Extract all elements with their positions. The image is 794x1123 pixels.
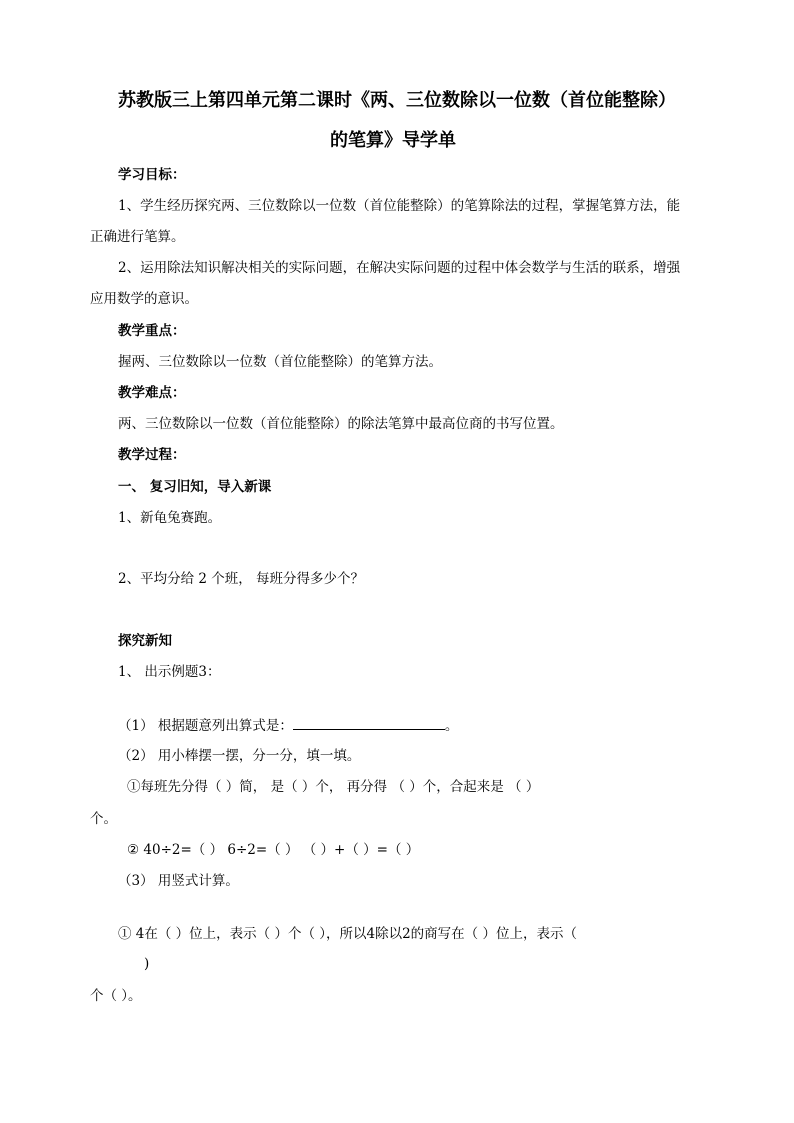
answer-blank[interactable] bbox=[293, 716, 445, 730]
key-point-heading: 教学重点： bbox=[118, 323, 186, 339]
objectives-heading: 学习目标： bbox=[118, 167, 186, 183]
objective-2-line1: 2、运用除法知识解决相关的实际问题，在解决实际问题的过程中体会数学与生活的联系，增强 bbox=[118, 260, 681, 276]
question-2-fill-1-cont: 个。 bbox=[90, 811, 117, 827]
section-1-item-1: 1、新龟兔赛跑。 bbox=[118, 510, 222, 526]
question-2-fill-1: ①每班先分得（ ）简， 是（ ）个， 再分得 （ ）个，合起来是 （ ） bbox=[127, 779, 540, 795]
objective-1-line1: 1、学生经历探究两、三位数除以一位数（首位能整除）的笔算除法的过程，掌握笔算方法，能 bbox=[118, 198, 681, 214]
document-title-line1: 苏教版三上第四单元第二课时《两、三位数除以一位数（首位能整除） bbox=[118, 90, 676, 111]
question-1-suffix: 。 bbox=[444, 718, 459, 734]
question-3-fill-2: 个（ ）。 bbox=[90, 988, 142, 1004]
question-1 bbox=[118, 716, 458, 735]
question-2: （2） 用小棒摆一摆，分一分，填一填。 bbox=[118, 748, 361, 764]
question-3-fill-1-wrap: ) bbox=[144, 956, 150, 972]
document-title-line2: 的笔算》导学单 bbox=[330, 130, 456, 151]
question-1-prefix: （1） 根据题意列出算式是： bbox=[118, 718, 293, 734]
question-2-fill-2: ② 40÷2=（ ） 6÷2=（ ） （ ）+（ ）=（ ） bbox=[127, 842, 420, 858]
section-2-heading: 探究新知 bbox=[118, 633, 172, 649]
section-2-item-1: 1、 出示例题3： bbox=[118, 664, 221, 680]
section-1-item-2: 2、平均分给 2 个班， 每班分得多少个？ bbox=[118, 571, 365, 587]
question-3-fill-1: ① 4在（ ）位上，表示（ ）个（ ），所以4除以2的商写在（ ）位上，表示（ bbox=[118, 926, 577, 942]
key-point-text: 握两、三位数除以一位数（首位能整除）的笔算方法。 bbox=[118, 354, 442, 370]
objective-2-line2: 应用数学的意识。 bbox=[90, 291, 198, 307]
section-1-heading: 一、 复习旧知，导入新课 bbox=[118, 479, 272, 495]
difficulty-heading: 教学难点： bbox=[118, 385, 186, 401]
process-heading: 教学过程： bbox=[118, 447, 186, 463]
question-3: （3） 用竖式计算。 bbox=[118, 873, 239, 889]
difficulty-text: 两、三位数除以一位数（首位能整除）的除法笔算中最高位商的书写位置。 bbox=[118, 416, 564, 432]
objective-1-line2: 正确进行笔算。 bbox=[90, 229, 185, 245]
